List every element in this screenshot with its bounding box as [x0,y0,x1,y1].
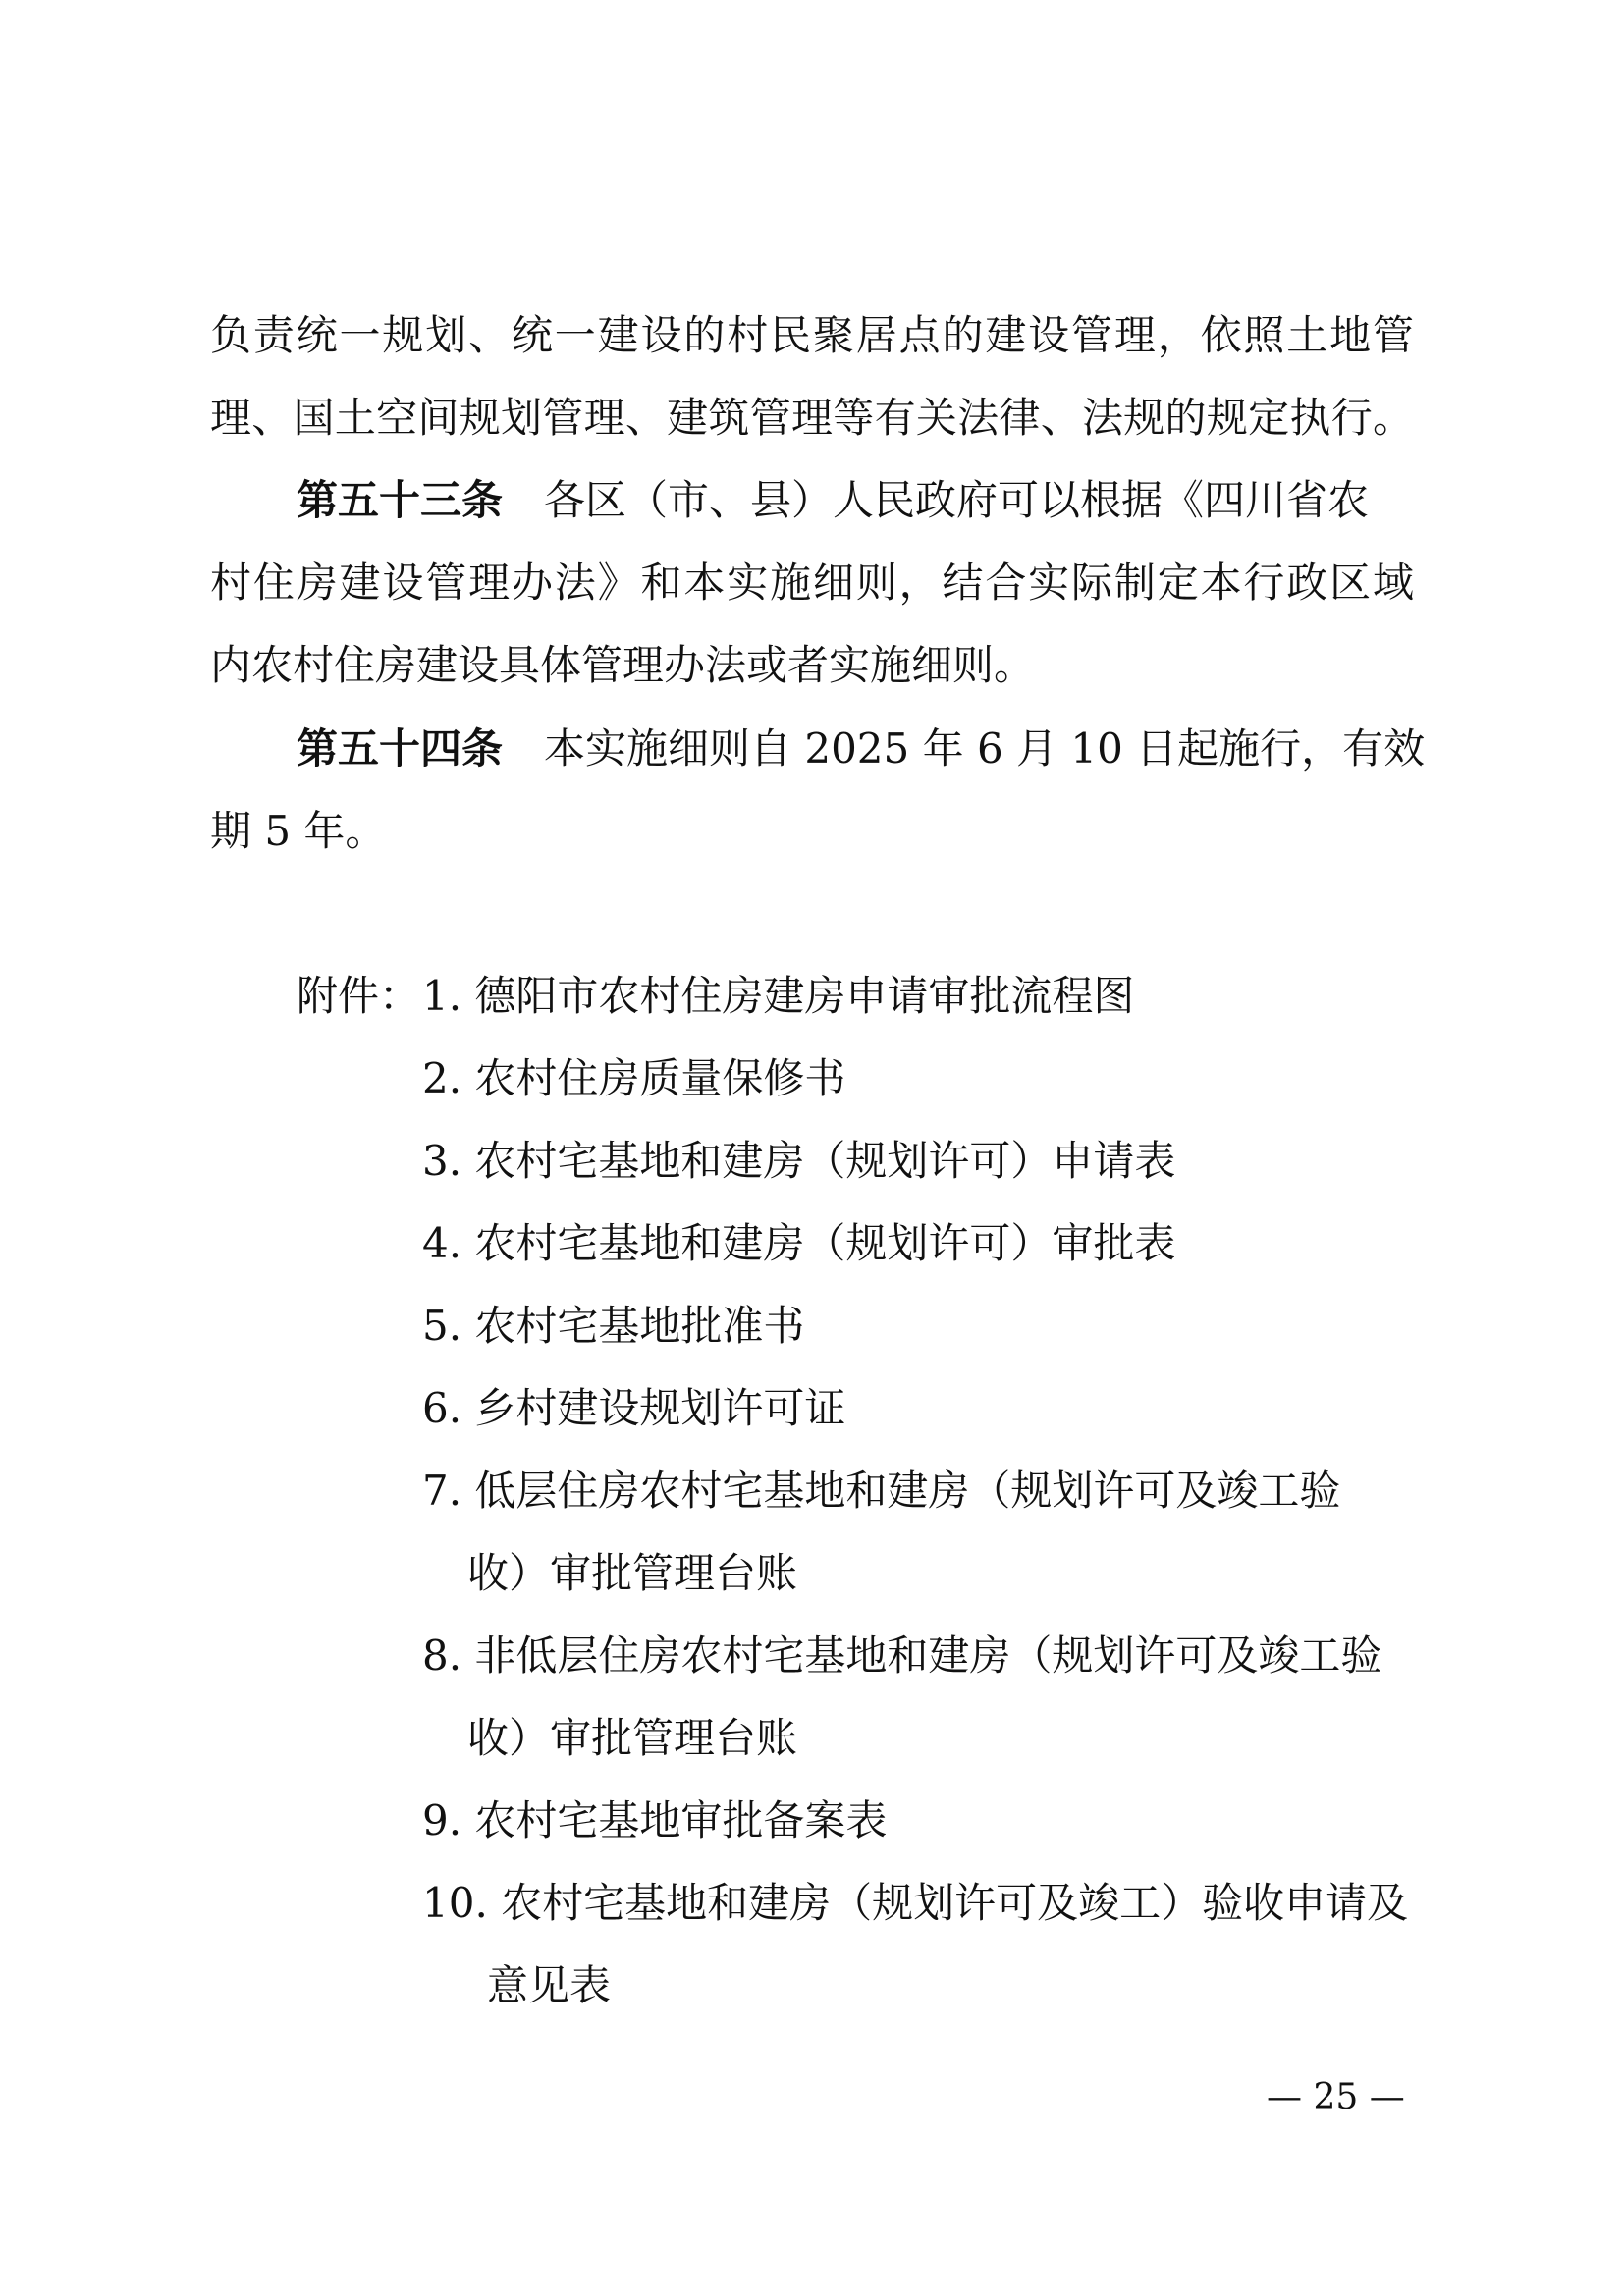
attachment-item: 4. 农村宅基地和建房（规划许可）审批表 [422,1219,1176,1267]
attachment-item: 1. 德阳市农村住房建房申请审批流程图 [422,972,1135,1020]
article-54-heading: 第五十四条 [297,724,504,773]
attachment-item: 9. 农村宅基地审批备案表 [422,1796,888,1844]
paragraph-text: 各区（市、县）人民政府可以根据《四川省农 [544,476,1370,524]
attachments-label: 附件： [297,972,421,1020]
page-number: — 25 — [1267,2077,1405,2117]
paragraph-line: 村住房建设管理办法》和本实施细则，结合实际制定本行政区域 [210,559,1414,607]
attachment-item-continuation: 收）审批管理台账 [467,1549,798,1597]
attachment-item: 6. 乡村建设规划许可证 [422,1384,846,1432]
paragraph-text: 本实施细则自 2025 年 6 月 10 日起施行，有效 [544,724,1426,773]
paragraph-line: 内农村住房建设具体管理办法或者实施细则。 [210,641,1036,689]
attachment-item: 3. 农村宅基地和建房（规划许可）申请表 [422,1137,1176,1185]
attachment-item: 10. 农村宅基地和建房（规划许可及竣工）验收申请及 [422,1879,1409,1927]
attachment-item: 5. 农村宅基地批准书 [422,1302,805,1350]
article-53-heading: 第五十三条 [297,476,504,524]
attachment-item: 2. 农村住房质量保修书 [422,1054,846,1102]
paragraph-line: 负责统一规划、统一建设的村民聚居点的建设管理，依照土地管 [210,311,1414,359]
paragraph-line: 理、国土空间规划管理、建筑管理等有关法律、法规的规定执行。 [210,394,1414,442]
article-54-first-line [297,720,1425,778]
attachment-item-continuation: 意见表 [487,1961,612,2009]
attachment-item: 8. 非低层住房农村宅基地和建房（规划许可及竣工验 [422,1631,1382,1680]
attachment-item: 7. 低层住房农村宅基地和建房（规划许可及竣工验 [422,1467,1341,1515]
paragraph-line: 期 5 年。 [210,807,387,855]
article-53-first-line [297,471,1369,530]
attachment-item-continuation: 收）审批管理台账 [467,1714,798,1762]
